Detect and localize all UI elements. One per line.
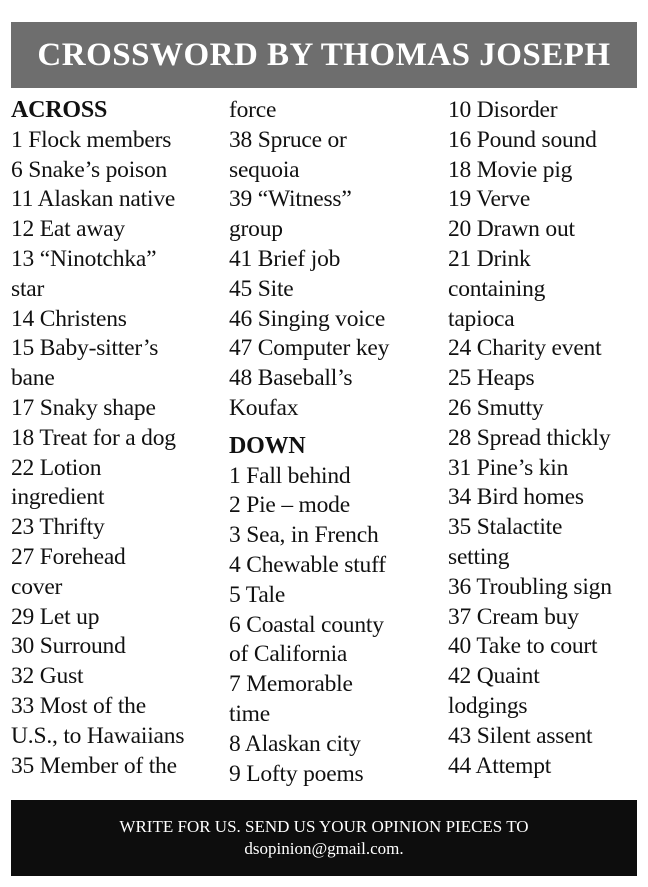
clue-line: 7 Memorable bbox=[229, 671, 353, 698]
clues-column-3 bbox=[448, 96, 646, 781]
clue-line: 8 Alaskan city bbox=[229, 730, 361, 757]
clue-line: 13 “Ninotchka” bbox=[11, 245, 157, 272]
clue-line: 28 Spread thickly bbox=[448, 424, 611, 451]
clue-line: 23 Thrifty bbox=[11, 514, 105, 541]
clue-line: 35 Member of the bbox=[11, 752, 177, 779]
section-spacer bbox=[229, 424, 443, 432]
clue-line: 35 Stalactite bbox=[448, 514, 563, 541]
section-heading-down: DOWN bbox=[229, 432, 306, 459]
clue-line: cover bbox=[11, 573, 63, 600]
clue-line: 41 Brief job bbox=[229, 245, 341, 272]
clue-line: 18 Treat for a dog bbox=[11, 424, 176, 451]
clue-line: 45 Site bbox=[229, 275, 294, 302]
clue-line: 43 Silent assent bbox=[448, 722, 593, 749]
clue-line: ingredient bbox=[11, 484, 105, 511]
clue-line: group bbox=[229, 216, 283, 243]
clue-line: 36 Troubling sign bbox=[448, 573, 612, 600]
clue-line: of California bbox=[229, 641, 348, 668]
clue-line: 44 Attempt bbox=[448, 752, 552, 779]
clue-line: 6 Snake’s poison bbox=[11, 156, 168, 183]
clue-line: 4 Chewable stuff bbox=[229, 551, 386, 578]
clue-line: 11 Alaskan native bbox=[11, 186, 176, 213]
clue-line: 5 Tale bbox=[229, 581, 286, 608]
clues-column-2 bbox=[229, 96, 443, 789]
clue-line: 19 Verve bbox=[448, 186, 531, 213]
clue-line: 48 Baseball’s bbox=[229, 365, 353, 392]
clue-line: tapioca bbox=[448, 305, 515, 332]
clue-line: 10 Disorder bbox=[448, 97, 558, 123]
clue-line: 1 Flock members bbox=[11, 126, 172, 153]
clue-line: 37 Cream buy bbox=[448, 603, 579, 630]
clue-line: 34 Bird homes bbox=[448, 484, 584, 511]
clue-line: 42 Quaint bbox=[448, 663, 540, 690]
clue-line: 39 “Witness” bbox=[229, 186, 352, 213]
clue-line: 18 Movie pig bbox=[448, 156, 573, 183]
clue-line: 26 Smutty bbox=[448, 394, 544, 421]
clue-line: 9 Lofty poems bbox=[229, 760, 364, 787]
clue-line: 14 Christens bbox=[11, 305, 127, 332]
clue-line: lodgings bbox=[448, 692, 528, 719]
clue-line: 3 Sea, in French bbox=[229, 522, 379, 549]
clue-line: Koufax bbox=[229, 394, 299, 421]
submission-footer bbox=[11, 800, 637, 876]
clue-line: 15 Baby-sitter’s bbox=[11, 335, 159, 362]
section-heading-across: ACROSS bbox=[11, 97, 108, 123]
clue-line: 17 Snaky shape bbox=[11, 394, 156, 421]
clue-line: 40 Take to court bbox=[448, 633, 598, 660]
clue-line: 2 Pie – mode bbox=[229, 492, 350, 519]
clue-line: 21 Drink bbox=[448, 245, 531, 272]
clue-line: 46 Singing voice bbox=[229, 305, 386, 332]
clue-line: 27 Forehead bbox=[11, 543, 126, 570]
clue-line: bane bbox=[11, 365, 55, 392]
clue-line: 12 Eat away bbox=[11, 216, 125, 243]
clue-line: 6 Coastal county bbox=[229, 611, 384, 638]
clue-line: 31 Pine’s kin bbox=[448, 454, 569, 481]
clue-line: U.S., to Hawaiians bbox=[11, 722, 185, 749]
clue-line: 33 Most of the bbox=[11, 692, 146, 719]
clue-line: setting bbox=[448, 543, 510, 570]
clue-line: 47 Computer key bbox=[229, 335, 390, 362]
clue-line: 22 Lotion bbox=[11, 454, 102, 481]
clue-line: 20 Drawn out bbox=[448, 216, 575, 243]
clue-line: 32 Gust bbox=[11, 663, 84, 690]
clue-line: 30 Surround bbox=[11, 633, 126, 660]
clue-line: 1 Fall behind bbox=[229, 462, 351, 489]
clue-line: star bbox=[11, 275, 45, 302]
clue-line: containing bbox=[448, 275, 546, 302]
clue-line: 38 Spruce or bbox=[229, 126, 347, 153]
clues-column-1 bbox=[11, 96, 223, 781]
clue-line: 24 Charity event bbox=[448, 335, 602, 362]
clue-line: 16 Pound sound bbox=[448, 126, 597, 153]
footer-email: dsopinion@gmail.com. bbox=[244, 839, 404, 858]
footer-text: WRITE FOR US. SEND US YOUR OPINION PIECES TO bbox=[119, 817, 529, 836]
clue-line: force bbox=[229, 97, 277, 123]
page-title: CROSSWORD BY THOMAS JOSEPH bbox=[37, 36, 611, 73]
clue-line: 29 Let up bbox=[11, 603, 100, 630]
clue-line: sequoia bbox=[229, 156, 300, 183]
title-banner bbox=[11, 22, 637, 88]
clue-line: 25 Heaps bbox=[448, 365, 535, 392]
clue-line: time bbox=[229, 700, 270, 727]
